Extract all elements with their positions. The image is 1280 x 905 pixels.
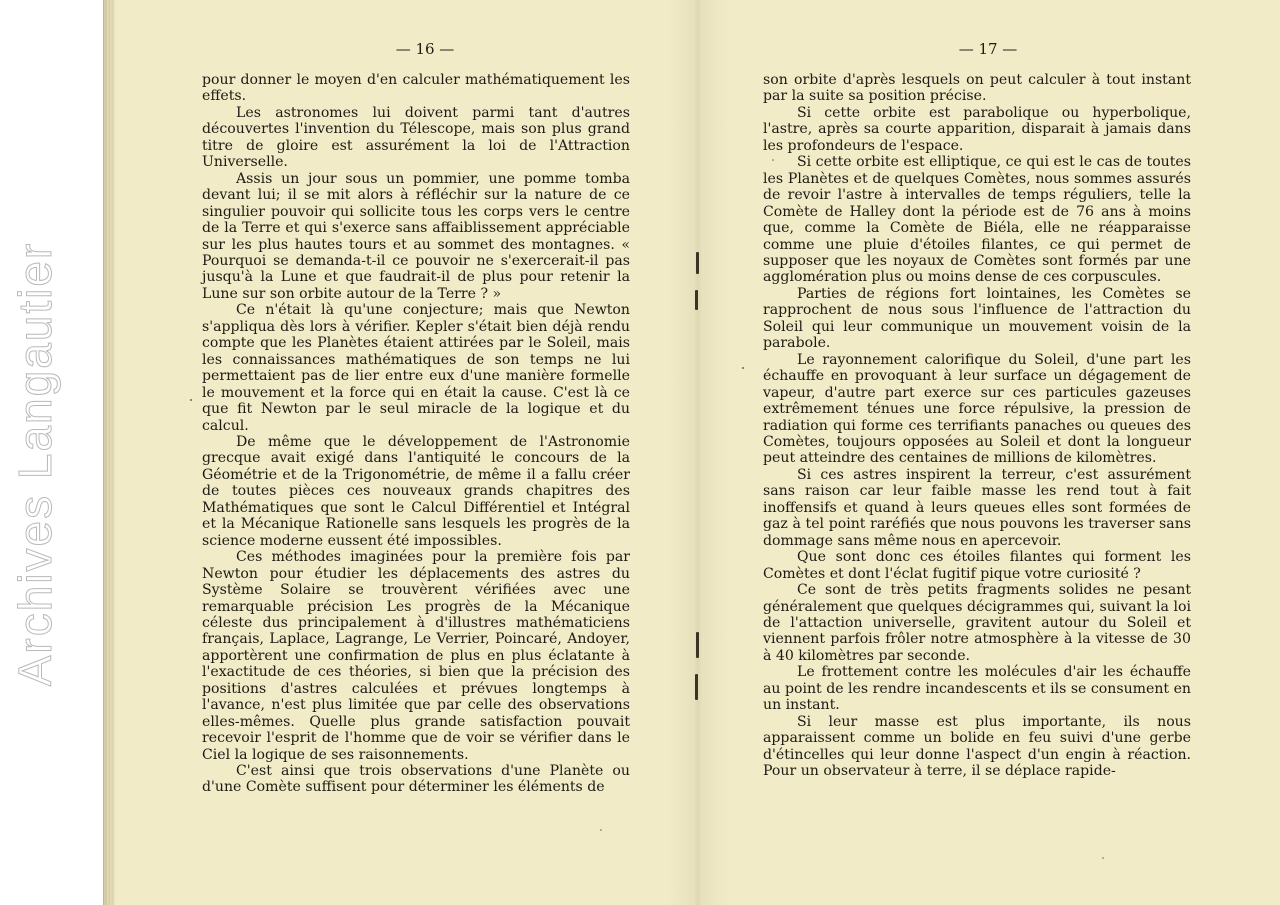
paragraph: son orbite d'après lesquels on peut calculer à tout instant par la suite sa position précise. [763,72,1191,105]
page-number-left: — 16 — [395,40,455,58]
speck [600,829,602,831]
paragraph: pour donner le moyen d'en calculer mathématiquement les effets. [202,72,630,105]
paragraph: Le frottement contre les molécules d'air les échauffe au point de les rendre incandescents et ils se consument en un instant. [763,664,1191,714]
paragraph: Assis un jour sous un pommier, une pomme tomba devant lui; il se mit alors à réfléchir sur la nature de ce singulier pouvoir qui sollicite tous les corps vers le centre de la Terre et qui s'exerce sans affaiblissement appréciable sur les plus hautes tours et au sommet des montagnes. « Pourquoi se demanda-t-il ce pouvoir ne s'exercerait-il pas jusqu'à la Lune et que faudrait-il de plus pour retenir la Lune sur son orbite autour de la Terre ? » [202,170,630,302]
booklet-spread [103,0,1280,905]
paragraph: Ce sont de très petits fragments solides ne pesant généralement que quelques décigrammes qui, suivant la loi de l'attaction universelle, gravitent autour du Soleil et viennent parfois frôler notre atmosphère à la vitesse de 30 à 40 kilomètres par seconde. [763,582,1191,664]
paragraph: C'est ainsi que trois observations d'une Planète ou d'une Comète suffisent pour déterminer les éléments de [202,763,630,796]
paragraph: Ces méthodes imaginées pour la première fois par Newton pour étudier les déplacements des astres du Système Solaire se trouvèrent vérifiées avec une remarquable précision Les progrès de la Mécanique céleste dus principalement à d'illustres mathématiciens français, Laplace, Lagrange, Le Verrier, Poincaré, Andoyer, apportèrent une confirmation de plus en plus éclatante à l'exactitude de ces théories, si bien que la précision des positions d'astres calculées et prévues longtemps à l'avance, n'est plus limitée que par celle des observations elles-mêmes. Quelle plus grande satisfaction pouvait recevoir l'esprit de l'homme que de voir se vérifier dans le Ciel la logique de ses raisonnements. [202,549,630,763]
archive-watermark: Archives Langautier [9,241,61,687]
paper-specks [103,0,1280,905]
paragraph: Parties de régions fort lointaines, les Comètes se rapprochent de nous sous l'influence de l'attraction du Soleil qui leur communique un mouvement voisin de la parabole. [763,285,1191,352]
paragraph: Si ces astres inspirent la terreur, c'est assurément sans raison car leur faible masse les rend tout à fait inoffensifs et quand à leurs queues elles sont formées de gaz à tel point raréfiés que nous pouvons les traverser sans dommage sans même nous en apercevoir. [763,466,1191,549]
paragraph: Que sont donc ces étoiles filantes qui forment les Comètes et dont l'éclat fugitif pique votre curiosité ? [763,549,1191,582]
paragraph: Si leur masse est plus importante, ils nous apparaissent comme un bolide en feu suivi d'une gerbe d'étincelles qui leur donne l'aspect d'un engin à réaction. Pour un observateur à terre, il se déplace rapide- [763,713,1191,780]
paragraph: Si cette orbite est parabolique ou hyperbolique, l'astre, après sa courte apparition, disparait à jamais dans les profondeurs de l'espace. [763,104,1191,154]
speck [742,367,744,369]
page-number-right: — 17 — [958,40,1018,58]
speck [772,159,774,161]
paragraph: De même que le développement de l'Astronomie grecque avait exigé dans l'antiquité le concours de la Géométrie et de la Trigonométrie, de même il a fallu créer de toutes pièces ces nouveaux grands chapitres des Mathématiques que sont le Calcul Différentiel et Intégral et la Mécanique Rationelle sans lesquels les progrès de la science moderne eussent été impossibles. [202,433,630,549]
paragraph: Si cette orbite est elliptique, ce qui est le cas de toutes les Planètes et de quelques Comètes, nous sommes assurés de revoir l'astre à intervalles de temps réguliers, telle la Comète de Halley dont la période est de 76 ans à moins que, comme la Comète de Biéla, elle ne réapparaisse comme une pluie d'étoiles filantes, ce qui permet de supposer que les noyaux de Comètes sont formés par une agglomération plus ou moins dense de ces corpuscules. [763,154,1191,286]
paragraph: Les astronomes lui doivent parmi tant d'autres découvertes l'invention du Télescope, mais son plus grand titre de gloire est assurément la loi de l'Attraction Universelle. [202,104,630,171]
speck [1102,857,1104,859]
paragraph: Le rayonnement calorifique du Soleil, d'une part les échauffe en provoquant à leur surface un dégagement de vapeur, d'autre part exerce sur ces particules gazeuses extrêmement ténues une force répulsive, la pression de radiation qui forme ces terrifiants panaches ou queues des Comètes, toujours opposées au Soleil et dont la longueur peut atteindre des centaines de millions de kilomètres. [763,351,1191,467]
paragraph: Ce n'était là qu'une conjecture; mais que Newton s'appliqua dès lors à vérifier. Kepler s'était bien déjà rendu compte que les Planètes étaient attirées par le Soleil, mais les connaissances mathématiques de son temps ne lui permettaient pas de lier entre eux d'une manière formelle le mouvement et la force qui en était la cause. C'est là ce que fit Newton par le seul miracle de la logique et du calcul. [202,302,630,434]
speck [190,399,192,401]
